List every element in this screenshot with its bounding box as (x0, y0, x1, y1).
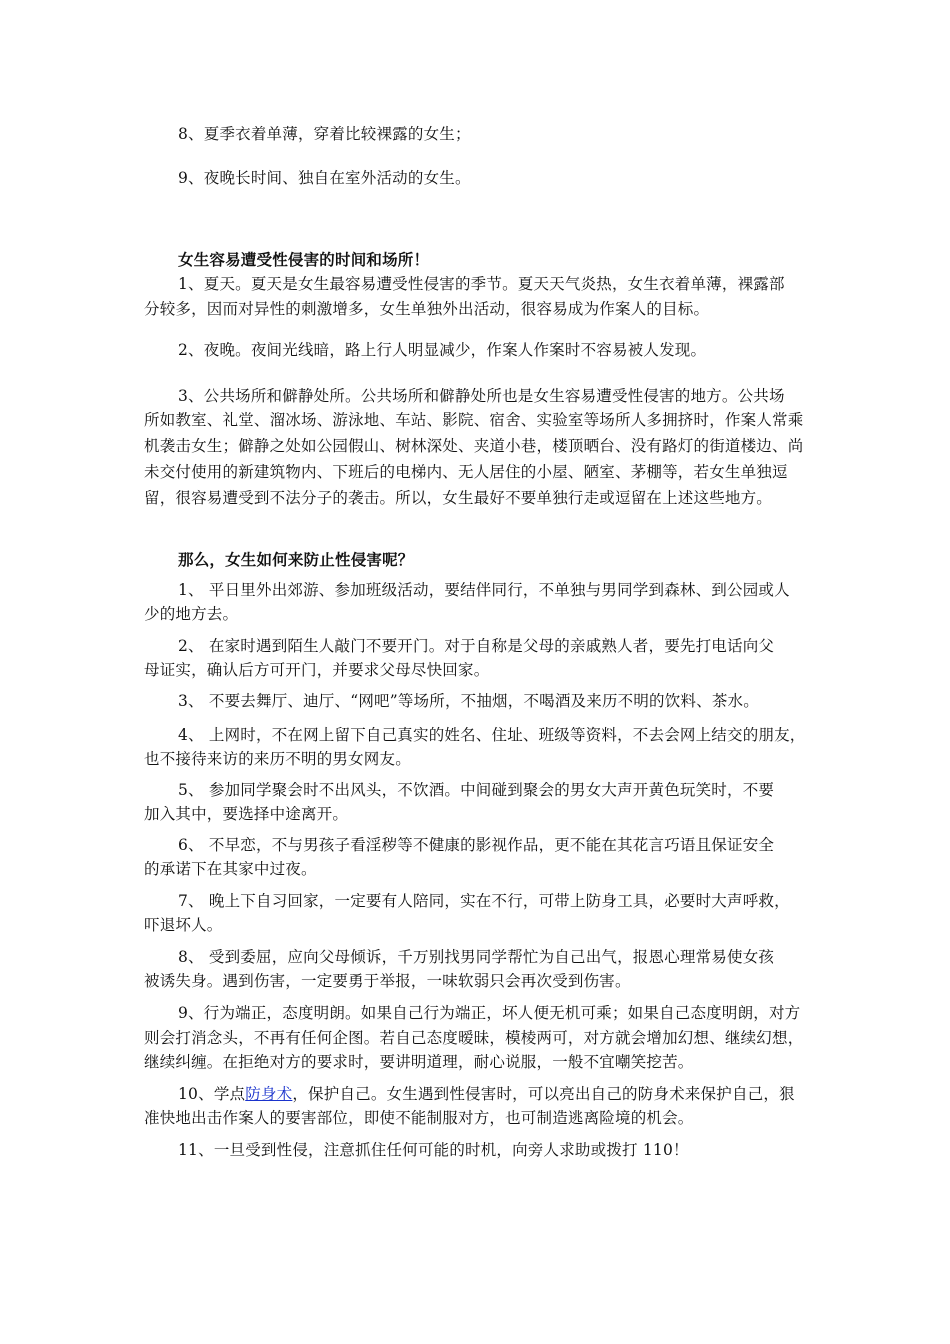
paragraph-places-line-5: 留，很容易遭受到不法分子的袭击。所以，女生最好不要单独行走或逗留在上述这些地方。 (144, 489, 773, 507)
prevention-item-8-line-2: 被诱失身。遇到伤害，一定要勇于举报，一味软弱只会再次受到伤害。 (144, 972, 631, 990)
prevention-item-2-line-1: 2、 在家时遇到陌生人敲门不要开门。对于自称是父母的亲戚熟人者，要先打电话向父 (178, 637, 775, 655)
section-heading-prevention: 那么，女生如何来防止性侵害呢？ (178, 550, 414, 569)
prevention-item-10-line-2: 准快地出击作案人的要害部位，即使不能制服对方，也可制造逃离险境的机会。 (144, 1109, 694, 1127)
prevention-item-8-line-1: 8、 受到委屈，应向父母倾诉，千万别找男同学帮忙为自己出气，报恩心理常易使女孩 (178, 948, 775, 966)
prevention-item-2-line-2: 母证实，确认后方可开门，并要求父母尽快回家。 (144, 661, 490, 679)
paragraph-summer-line-2: 分较多，因而对异性的刺激增多，女生单独外出活动，很容易成为作案人的目标。 (144, 300, 710, 318)
prevention-item-11: 11、一旦受到性侵，注意抓住任何可能的时机，向旁人求助或拨打 110！ (178, 1141, 689, 1159)
self-defense-link[interactable]: 防身术 (245, 1085, 293, 1103)
prevention-item-7-line-2: 吓退坏人。 (144, 916, 223, 934)
prevention-item-7-line-1: 7、 晚上下自习回家，一定要有人陪同，实在不行，可带上防身工具，必要时大声呼救， (178, 892, 790, 910)
prevention-item-9-line-1: 9、行为端正，态度明朗。如果自己行为端正，坏人便无机可乘；如果自己态度明朗，对方 (178, 1004, 801, 1022)
prevention-item-6-line-1: 6、 不早恋，不与男孩子看淫秽等不健康的影视作品，更不能在其花言巧语且保证安全 (178, 836, 775, 854)
prevention-item-9-line-2: 则会打消念头，不再有任何企图。若自己态度暧昧，模棱两可，对方就会增加幻想、继续幻想， (144, 1029, 804, 1047)
prevention-item-5-line-1: 5、 参加同学聚会时不出风头，不饮酒。中间碰到聚会的男女大声开黄色玩笑时，不要 (178, 781, 775, 799)
list-item-8: 8、夏季衣着单薄，穿着比较裸露的女生； (178, 125, 471, 143)
prevention-item-3: 3、 不要去舞厅、迪厅、“网吧”等场所，不抽烟，不喝酒及来历不明的饮料、茶水。 (178, 692, 759, 710)
list-item-9: 9、夜晚长时间、独自在室外活动的女生。 (178, 169, 471, 187)
paragraph-places-line-1: 3、公共场所和僻静处所。公共场所和僻静处所也是女生容易遭受性侵害的地方。公共场 (178, 387, 785, 405)
paragraph-places-line-4: 未交付使用的新建筑物内、下班后的电梯内、无人居住的小屋、陋室、茅棚等，若女生单独逗 (144, 463, 788, 481)
prevention-item-4-line-2: 也不接待来访的来历不明的男女网友。 (144, 750, 411, 768)
paragraph-summer-line-1: 1、夏天。夏天是女生最容易遭受性侵害的季节。夏天天气炎热，女生衣着单薄，裸露部 (178, 275, 785, 293)
prevention-item-10-line-1 (178, 1084, 795, 1104)
prevention-item-6-line-2: 的承诺下在其家中过夜。 (144, 860, 317, 878)
section-heading-times-places: 女生容易遭受性侵害的时间和场所！ (178, 250, 430, 269)
prevention-item-1-line-1: 1、 平日里外出郊游、参加班级活动，要结伴同行，不单独与男同学到森林、到公园或人 (178, 581, 790, 599)
prevention-item-10-prefix: 10、学点 (178, 1085, 246, 1103)
prevention-item-9-line-3: 继续纠缠。在拒绝对方的要求时，要讲明道理，耐心说服，一般不宜嘲笑挖苦。 (144, 1053, 694, 1071)
prevention-item-1-line-2: 少的地方去。 (144, 605, 239, 623)
prevention-item-4-line-1: 4、 上网时，不在网上留下自己真实的姓名、住址、班级等资料，不去会网上结交的朋友， (178, 726, 806, 744)
prevention-item-5-line-2: 加入其中，要选择中途离开。 (144, 805, 349, 823)
paragraph-places-line-2: 所如教室、礼堂、溜冰场、游泳地、车站、影院、宿舍、实验室等场所人多拥挤时，作案人常乘 (144, 411, 804, 429)
paragraph-places-line-3: 机袭击女生；僻静之处如公园假山、树林深处、夹道小巷，楼顶晒台、没有路灯的街道楼边、尚 (144, 437, 804, 455)
prevention-item-10-suffix: ，保护自己。女生遇到性侵害时，可以亮出自己的防身术来保护自己，狠 (292, 1085, 795, 1103)
paragraph-night: 2、夜晚。夜间光线暗，路上行人明显减少，作案人作案时不容易被人发现。 (178, 341, 707, 359)
